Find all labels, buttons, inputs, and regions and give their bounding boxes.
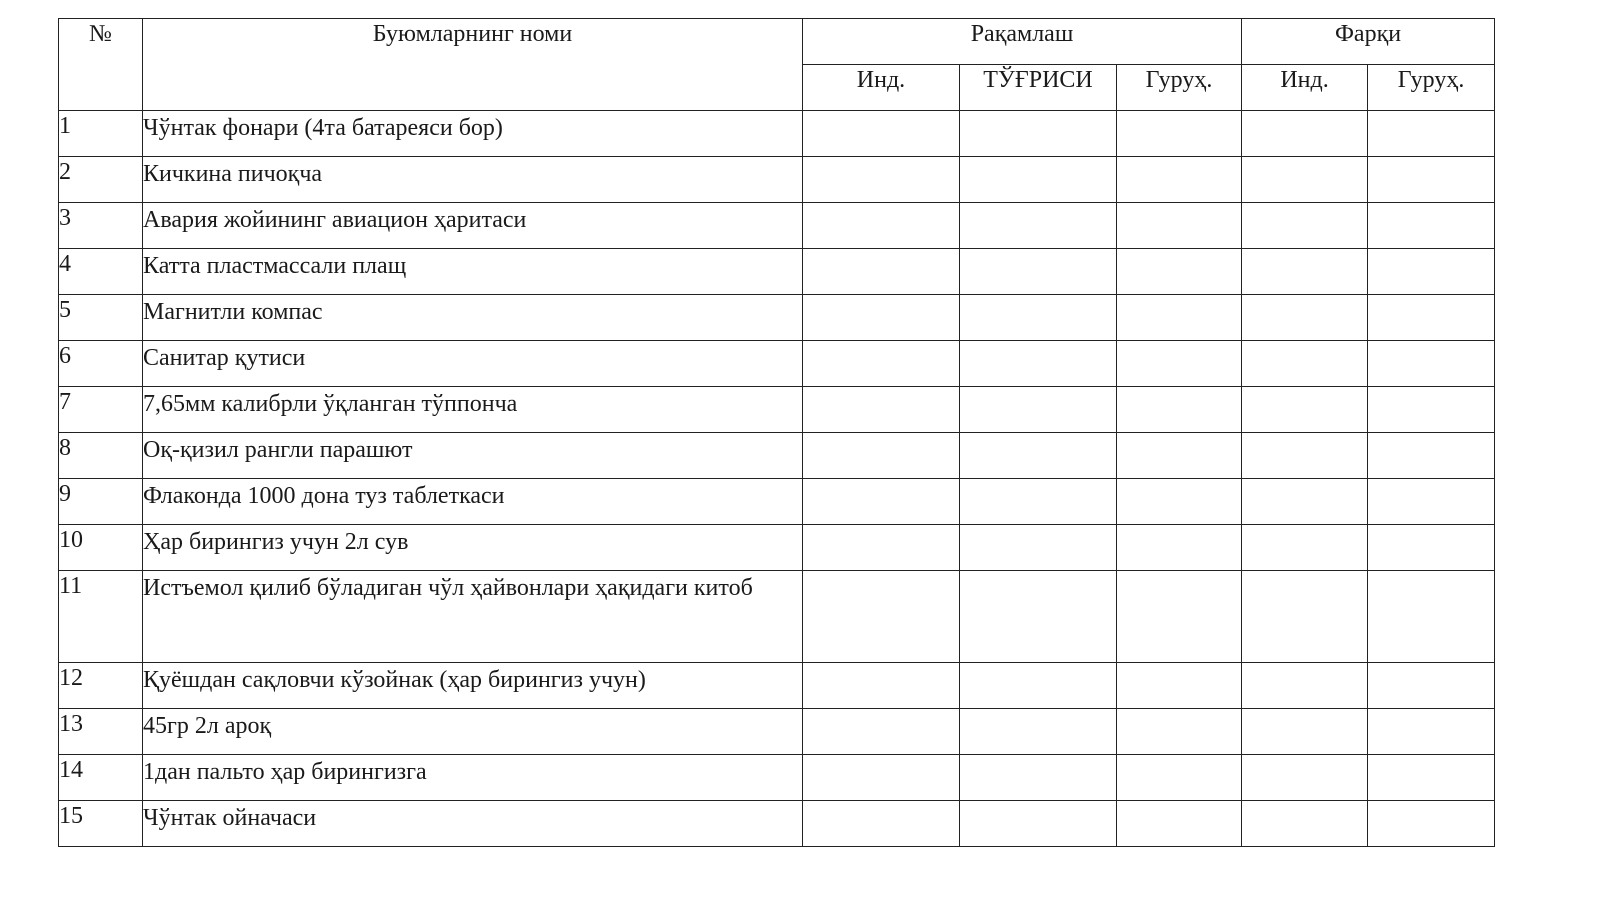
row-item-name: Истъемол қилиб бўладиган чўл ҳайвонлари ҳақидаги китоб	[143, 571, 803, 663]
difference-group-cell[interactable]	[1368, 295, 1495, 341]
row-item-name: Магнитли компас	[143, 295, 803, 341]
table-row	[59, 249, 1495, 295]
difference-individual-cell[interactable]	[1242, 295, 1368, 341]
ranking-group-cell[interactable]	[1117, 571, 1242, 663]
ranking-group-cell[interactable]	[1117, 157, 1242, 203]
difference-group-cell[interactable]	[1368, 479, 1495, 525]
ranking-individual-cell[interactable]	[803, 571, 960, 663]
difference-group-cell[interactable]	[1368, 249, 1495, 295]
row-number: 5	[59, 295, 143, 341]
difference-individual-cell[interactable]	[1242, 525, 1368, 571]
ranking-individual-cell[interactable]	[803, 203, 960, 249]
difference-individual-cell[interactable]	[1242, 479, 1368, 525]
table-row	[59, 663, 1495, 709]
table-row	[59, 203, 1495, 249]
difference-individual-cell[interactable]	[1242, 801, 1368, 847]
table-row	[59, 387, 1495, 433]
table-row	[59, 295, 1495, 341]
ranking-individual-cell[interactable]	[803, 433, 960, 479]
header-difference-individual: Инд.	[1242, 65, 1368, 111]
row-number: 7	[59, 387, 143, 433]
difference-individual-cell[interactable]	[1242, 111, 1368, 157]
difference-group-cell[interactable]	[1368, 203, 1495, 249]
table-row	[59, 755, 1495, 801]
ranking-group-cell[interactable]	[1117, 479, 1242, 525]
ranking-group-cell[interactable]	[1117, 111, 1242, 157]
table-body	[59, 111, 1495, 847]
row-item-name: Чўнтак фонари (4та батареяси бор)	[143, 111, 803, 157]
table-row	[59, 341, 1495, 387]
row-item-name: Ҳар бирингиз учун 2л сув	[143, 525, 803, 571]
ranking-group-cell[interactable]	[1117, 755, 1242, 801]
ranking-correct-cell[interactable]	[960, 295, 1117, 341]
difference-group-cell[interactable]	[1368, 157, 1495, 203]
header-ranking-individual: Инд.	[803, 65, 960, 111]
row-item-name: Оқ-қизил рангли парашют	[143, 433, 803, 479]
ranking-individual-cell[interactable]	[803, 663, 960, 709]
ranking-group-cell[interactable]	[1117, 801, 1242, 847]
difference-individual-cell[interactable]	[1242, 755, 1368, 801]
row-number: 10	[59, 525, 143, 571]
table-row	[59, 525, 1495, 571]
ranking-group-cell[interactable]	[1117, 203, 1242, 249]
row-item-name: Авария жойининг авиацион ҳаритаси	[143, 203, 803, 249]
row-number: 6	[59, 341, 143, 387]
ranking-correct-cell[interactable]	[960, 571, 1117, 663]
ranking-correct-cell[interactable]	[960, 341, 1117, 387]
row-number: 14	[59, 755, 143, 801]
row-number: 15	[59, 801, 143, 847]
row-number: 2	[59, 157, 143, 203]
ranking-correct-cell[interactable]	[960, 387, 1117, 433]
ranking-group-cell[interactable]	[1117, 433, 1242, 479]
row-number: 8	[59, 433, 143, 479]
difference-individual-cell[interactable]	[1242, 663, 1368, 709]
ranking-individual-cell[interactable]	[803, 295, 960, 341]
table-row	[59, 801, 1495, 847]
ranking-correct-cell[interactable]	[960, 157, 1117, 203]
table-row	[59, 571, 1495, 663]
table-row	[59, 157, 1495, 203]
difference-group-cell[interactable]	[1368, 755, 1495, 801]
difference-individual-cell[interactable]	[1242, 341, 1368, 387]
difference-group-cell[interactable]	[1368, 663, 1495, 709]
ranking-individual-cell[interactable]	[803, 111, 960, 157]
ranking-individual-cell[interactable]	[803, 709, 960, 755]
ranking-correct-cell[interactable]	[960, 755, 1117, 801]
difference-individual-cell[interactable]	[1242, 571, 1368, 663]
difference-group-cell[interactable]	[1368, 709, 1495, 755]
ranking-correct-cell[interactable]	[960, 203, 1117, 249]
row-item-name: Чўнтак ойначаси	[143, 801, 803, 847]
items-ranking-table	[58, 18, 1495, 847]
ranking-individual-cell[interactable]	[803, 249, 960, 295]
row-item-name: Кичкина пичоқча	[143, 157, 803, 203]
difference-individual-cell[interactable]	[1242, 157, 1368, 203]
header-difference: Фарқи	[1242, 19, 1495, 65]
ranking-individual-cell[interactable]	[803, 755, 960, 801]
ranking-group-cell[interactable]	[1117, 663, 1242, 709]
ranking-group-cell[interactable]	[1117, 341, 1242, 387]
row-number: 1	[59, 111, 143, 157]
header-ranking: Рақамлаш	[803, 19, 1242, 65]
ranking-correct-cell[interactable]	[960, 249, 1117, 295]
ranking-correct-cell[interactable]	[960, 433, 1117, 479]
header-number: №	[59, 19, 143, 111]
header-difference-group: Гуруҳ.	[1368, 65, 1495, 111]
row-number: 4	[59, 249, 143, 295]
ranking-correct-cell[interactable]	[960, 663, 1117, 709]
difference-individual-cell[interactable]	[1242, 249, 1368, 295]
ranking-individual-cell[interactable]	[803, 525, 960, 571]
row-number: 13	[59, 709, 143, 755]
ranking-group-cell[interactable]	[1117, 525, 1242, 571]
table-row	[59, 709, 1495, 755]
ranking-individual-cell[interactable]	[803, 341, 960, 387]
table-row	[59, 433, 1495, 479]
difference-group-cell[interactable]	[1368, 525, 1495, 571]
difference-group-cell[interactable]	[1368, 433, 1495, 479]
ranking-correct-cell[interactable]	[960, 709, 1117, 755]
header-ranking-group: Гуруҳ.	[1117, 65, 1242, 111]
ranking-group-cell[interactable]	[1117, 709, 1242, 755]
ranking-group-cell[interactable]	[1117, 249, 1242, 295]
difference-group-cell[interactable]	[1368, 801, 1495, 847]
ranking-group-cell[interactable]	[1117, 387, 1242, 433]
difference-group-cell[interactable]	[1368, 387, 1495, 433]
difference-group-cell[interactable]	[1368, 341, 1495, 387]
table-row	[59, 111, 1495, 157]
ranking-correct-cell[interactable]	[960, 111, 1117, 157]
header-ranking-correct: ТЎҒРИСИ	[960, 65, 1117, 111]
difference-individual-cell[interactable]	[1242, 203, 1368, 249]
row-number: 12	[59, 663, 143, 709]
ranking-individual-cell[interactable]	[803, 157, 960, 203]
row-item-name: Қуёшдан сақловчи кўзойнак (ҳар бирингиз учун)	[143, 663, 803, 709]
ranking-correct-cell[interactable]	[960, 525, 1117, 571]
row-item-name: Катта пластмассали плащ	[143, 249, 803, 295]
ranking-correct-cell[interactable]	[960, 801, 1117, 847]
row-item-name: 1дан пальто ҳар бирингизга	[143, 755, 803, 801]
ranking-individual-cell[interactable]	[803, 387, 960, 433]
ranking-individual-cell[interactable]	[803, 479, 960, 525]
difference-individual-cell[interactable]	[1242, 433, 1368, 479]
row-item-name: 45гр 2л ароқ	[143, 709, 803, 755]
header-item-name: Буюмларнинг номи	[143, 19, 803, 111]
row-number: 11	[59, 571, 143, 663]
difference-individual-cell[interactable]	[1242, 387, 1368, 433]
row-number: 9	[59, 479, 143, 525]
row-item-name: Флаконда 1000 дона туз таблеткаси	[143, 479, 803, 525]
ranking-group-cell[interactable]	[1117, 295, 1242, 341]
ranking-individual-cell[interactable]	[803, 801, 960, 847]
difference-individual-cell[interactable]	[1242, 709, 1368, 755]
table-row	[59, 479, 1495, 525]
difference-group-cell[interactable]	[1368, 111, 1495, 157]
row-number: 3	[59, 203, 143, 249]
row-item-name: 7,65мм калибрли ўқланган тўппонча	[143, 387, 803, 433]
difference-group-cell[interactable]	[1368, 571, 1495, 663]
row-item-name: Санитар қутиси	[143, 341, 803, 387]
ranking-correct-cell[interactable]	[960, 479, 1117, 525]
